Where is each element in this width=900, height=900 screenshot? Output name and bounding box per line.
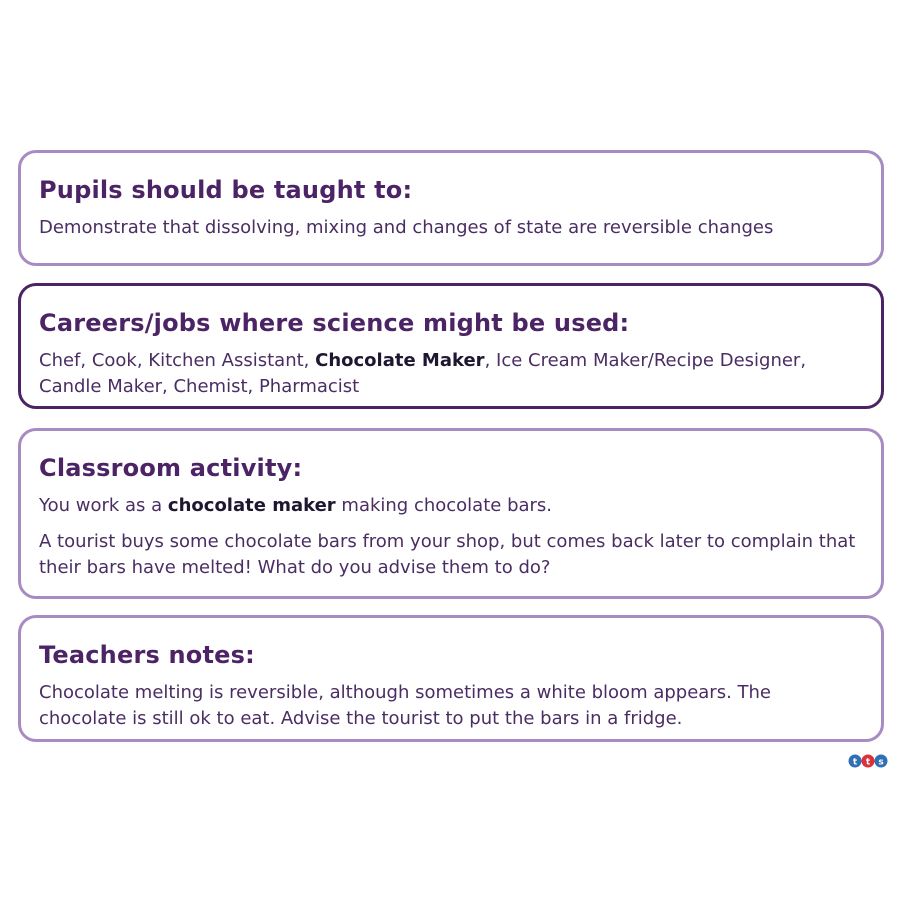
careers-text-start: Chef, Cook, Kitchen Assistant, <box>39 350 316 371</box>
careers-text-end: , Ice Cream Maker/Recipe Designer, Candle Maker, Chemist, Pharmacist <box>39 350 807 397</box>
careers-heading: Careers/jobs where science might be used: <box>39 309 630 337</box>
activity-heading: Classroom activity: <box>39 454 303 482</box>
teacher-notes-heading: Teachers notes: <box>39 641 255 669</box>
curriculum-card <box>18 150 884 266</box>
teacher-notes-card <box>18 615 884 742</box>
careers-text <box>39 348 863 400</box>
svg-text:s: s <box>878 757 884 768</box>
svg-text:t: t <box>865 757 871 768</box>
activity-card <box>18 428 884 599</box>
curriculum-text: Demonstrate that dissolving, mixing and changes of state are reversible changes <box>39 217 774 238</box>
tts-logo <box>848 750 888 770</box>
svg-text:t: t <box>852 757 858 768</box>
activity-intro-end: making chocolate bars. <box>335 495 553 516</box>
activity-scenario: A tourist buys some chocolate bars from your shop, but comes back later to complain that their bars have melted! What do you advise them to do? <box>39 531 856 578</box>
curriculum-heading: Pupils should be taught to: <box>39 176 413 204</box>
careers-card <box>18 283 884 409</box>
careers-highlight: Chocolate Maker <box>315 350 485 371</box>
teacher-notes-text: Chocolate melting is reversible, although sometimes a white bloom appears. The chocolate is still ok to eat. Advise the tourist to put the bars in a fridge. <box>39 682 772 729</box>
activity-intro <box>39 493 863 519</box>
activity-intro-start: You work as a <box>39 495 168 516</box>
activity-highlight: chocolate maker <box>167 495 336 516</box>
